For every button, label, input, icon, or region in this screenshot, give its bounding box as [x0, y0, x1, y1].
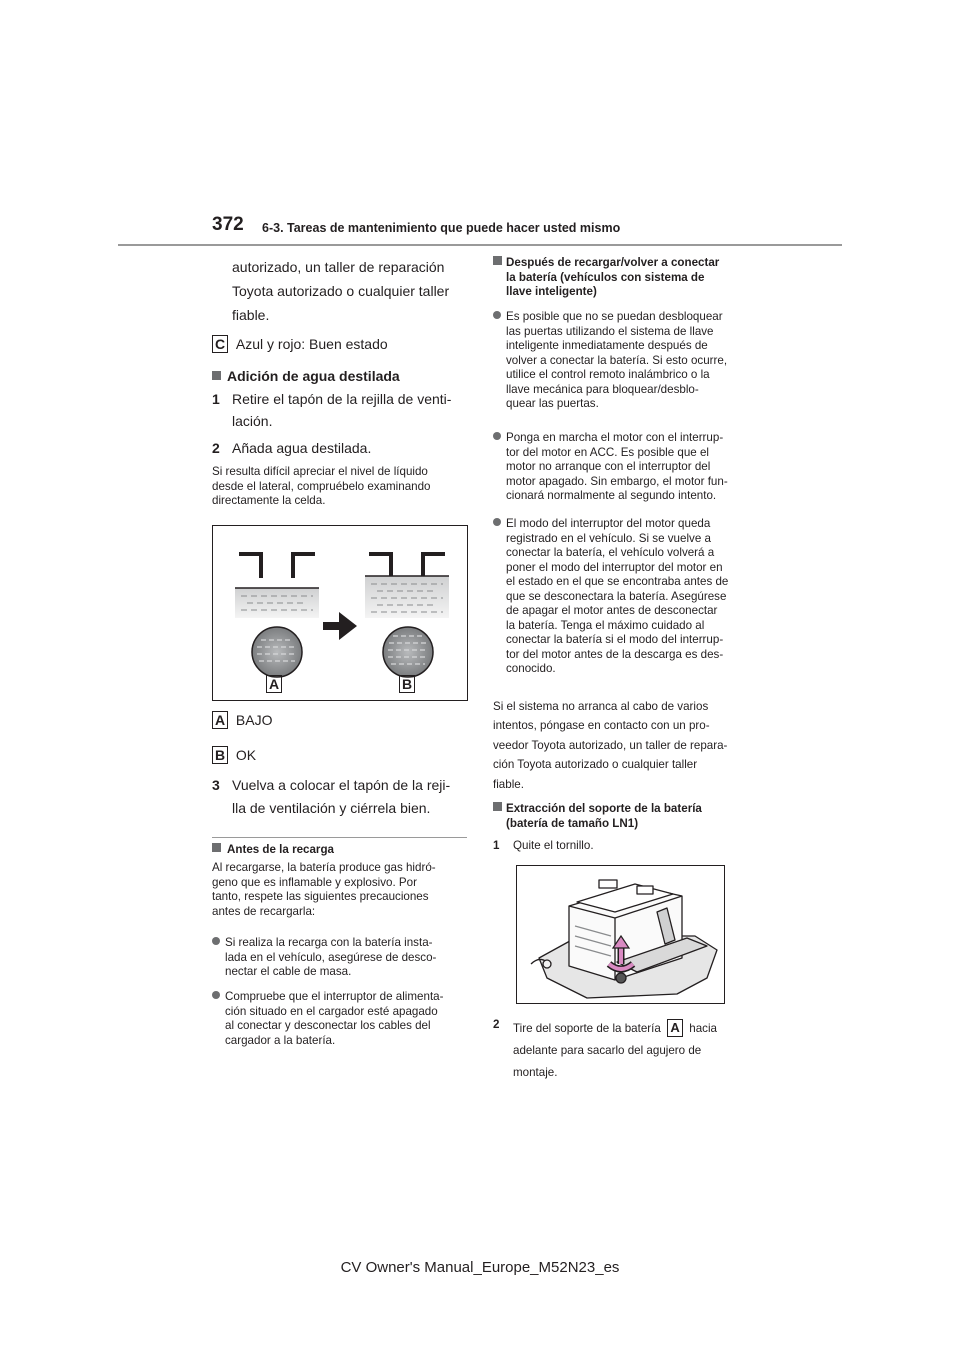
step-text-pre: Tire del soporte de la batería	[513, 1022, 661, 1035]
legend-a	[212, 711, 272, 730]
text-line: inteligente inmediatamente después de	[506, 339, 708, 352]
step-text: Retire el tapón de la rejilla de venti-	[232, 391, 452, 407]
water-level-figure	[212, 525, 468, 701]
text-line: la batería. Tenga el máximo cuidado al	[506, 618, 705, 632]
label-a-box: A	[667, 1019, 683, 1037]
bracket-removal-heading	[493, 802, 702, 830]
step-3	[212, 776, 451, 816]
round-bullet-icon	[493, 311, 501, 319]
water-level-illustration	[213, 526, 467, 700]
text-line: Al recargarse, la batería produce gas hidró-	[212, 861, 436, 874]
step-2	[212, 439, 372, 458]
step-text: Añada agua destilada.	[232, 440, 372, 456]
text-line: volver a conectar la batería. Si esto ocurre,	[506, 353, 728, 367]
text-line: las puertas utilizando el sistema de llave	[506, 324, 714, 338]
label-a-box: A	[212, 711, 228, 729]
step-number: 1	[493, 839, 500, 852]
page-number: 372	[212, 214, 244, 235]
text-line: El modo del interruptor del motor queda	[506, 517, 711, 530]
legend-c-text: Azul y rojo: Buen estado	[235, 336, 388, 352]
note-divider	[212, 837, 467, 838]
text-line: nectar el cable de masa.	[225, 965, 352, 978]
text-line: Compruebe que el interruptor de alimenta-	[225, 990, 444, 1003]
intro-line: autorizado, un taller de reparación	[232, 259, 445, 275]
before-bullet-1	[212, 936, 437, 978]
step-number: 3	[212, 777, 220, 793]
after-recharge-heading	[493, 256, 720, 298]
removal-step-1	[493, 839, 594, 854]
legend-b	[212, 746, 256, 765]
heading-text: Adición de agua destilada	[227, 368, 400, 384]
note-line: desde el lateral, compruébelo examinando	[212, 479, 431, 493]
before-charging-text	[212, 861, 436, 919]
step-text-post: hacia	[689, 1022, 717, 1035]
step-number: 1	[212, 391, 220, 407]
text-line: lada en el vehículo, asegúrese de desco-	[225, 950, 437, 964]
after-bullet-1	[493, 310, 728, 410]
text-line: conectar la batería si el modo del interrup-	[506, 633, 724, 646]
text-line: cionará normalmente al segundo intento.	[506, 489, 717, 502]
battery-bracket-figure	[516, 865, 725, 1004]
figure-label-a: A	[266, 675, 282, 693]
heading-line: (batería de tamaño LN1)	[506, 816, 639, 830]
step-text: Vuelva a colocar el tapón de la reji-	[232, 777, 451, 793]
step-text	[513, 1018, 717, 1040]
text-line: conectar la batería, el vehículo volverá a	[506, 546, 715, 559]
heading-line: llave inteligente)	[506, 285, 597, 298]
text-line: al conectar y desconectar los cables del	[225, 1019, 431, 1032]
add-water-heading	[212, 367, 400, 386]
step-number: 2	[212, 440, 220, 456]
round-bullet-icon	[212, 991, 220, 999]
legend-a-text: BAJO	[235, 712, 273, 728]
text-line: el estado en el que se encontraba antes de	[506, 575, 729, 588]
arrow-right-icon	[323, 612, 357, 640]
legend-c	[212, 335, 388, 354]
text-line: intentos, póngase en contacto con un pro-	[493, 719, 710, 733]
square-bullet-icon	[212, 371, 221, 380]
text-line: antes de recargarla:	[212, 904, 316, 918]
legend-b-text: OK	[235, 747, 257, 763]
text-line: conocido.	[506, 662, 556, 675]
step-text: lación.	[232, 413, 273, 429]
before-bullet-2	[212, 990, 444, 1047]
text-line: llave mecánica para bloquear/desblo-	[506, 382, 699, 396]
text-line: adelante para sacarlo del agujero de	[513, 1044, 702, 1057]
text-line: motor no arranque con el interruptor del	[506, 460, 711, 473]
intro-text	[232, 258, 449, 325]
round-bullet-icon	[212, 937, 220, 945]
text-line: Es posible que no se puedan desbloquear	[506, 310, 723, 323]
square-bullet-icon	[493, 802, 502, 811]
section-title: 6-3. Tareas de mantenimiento que puede hacer usted mismo	[262, 221, 621, 235]
after-bullet-2	[493, 431, 728, 502]
text-line: quear las puertas.	[506, 397, 599, 410]
before-charging-heading	[212, 843, 334, 858]
text-line: tor del motor en ACC. Es posible que el	[506, 445, 709, 459]
text-line: motor apagado. Sin embargo, el motor fun-	[506, 474, 728, 488]
text-line: tanto, respete las siguientes precauciones	[212, 890, 429, 903]
text-line: veedor Toyota autorizado, un taller de repara-	[493, 738, 728, 752]
step-number: 2	[493, 1018, 500, 1031]
label-b-box: B	[212, 746, 228, 764]
square-bullet-icon	[493, 256, 502, 265]
text-line: tor del motor antes de la descarga es des-	[506, 647, 724, 661]
footer-text: CV Owner's Manual_Europe_M52N23_es	[340, 1259, 620, 1276]
figure-label-b: B	[399, 675, 415, 693]
header-rule	[118, 244, 842, 246]
note-text	[212, 465, 431, 509]
text-line: Ponga en marcha el motor con el interrup-	[506, 431, 724, 444]
note-line: Si resulta difícil apreciar el nivel de líquido	[212, 465, 428, 478]
text-line: Si realiza la recarga con la batería insta-	[225, 936, 433, 949]
square-bullet-icon	[212, 843, 221, 852]
text-line: ción Toyota autorizado o cualquier taller	[493, 758, 698, 772]
step-1	[212, 390, 452, 429]
intro-line: Toyota autorizado o cualquier taller	[232, 283, 450, 299]
text-line: que se desconectara la batería. Asegúrese	[506, 589, 727, 603]
intro-line: fiable.	[232, 307, 270, 323]
round-bullet-icon	[493, 518, 501, 526]
ok-level-cell	[365, 554, 449, 677]
system-start-paragraph	[493, 697, 727, 794]
text-line: fiable.	[493, 777, 524, 791]
text-line: geno que es inflamable y explosivo. Por	[212, 875, 417, 889]
battery-bracket-illustration	[517, 866, 724, 1003]
text-line: utilice el control remoto inalámbrico o la	[506, 368, 710, 381]
text-line: ción situado en el cargador esté apagado	[225, 1004, 438, 1018]
round-bullet-icon	[493, 432, 501, 440]
heading-line: Extracción del soporte de la batería	[506, 802, 702, 815]
text-line: Si el sistema no arranca al cabo de varios	[493, 700, 709, 713]
text-line: montaje.	[513, 1066, 558, 1079]
label-c-box: C	[212, 335, 228, 353]
note-line: directamente la celda.	[212, 494, 326, 507]
text-line: registrado en el vehículo. Si se vuelve a	[506, 531, 711, 545]
removal-step-2	[493, 1018, 717, 1079]
text-line: cargador a la batería.	[225, 1033, 336, 1047]
low-level-cell	[235, 554, 319, 677]
heading-text: Antes de la recarga	[227, 843, 334, 856]
heading-line: Después de recargar/volver a conectar	[506, 256, 720, 269]
step-text: lla de ventilación y ciérrela bien.	[232, 800, 431, 816]
text-line: de apagar el motor antes de desconectar	[506, 604, 718, 617]
step-text: Quite el tornillo.	[513, 839, 594, 852]
heading-line: la batería (vehículos con sistema de	[506, 270, 705, 284]
text-line: poner el modo del interruptor del motor en	[506, 560, 723, 574]
after-bullet-3	[493, 517, 729, 675]
